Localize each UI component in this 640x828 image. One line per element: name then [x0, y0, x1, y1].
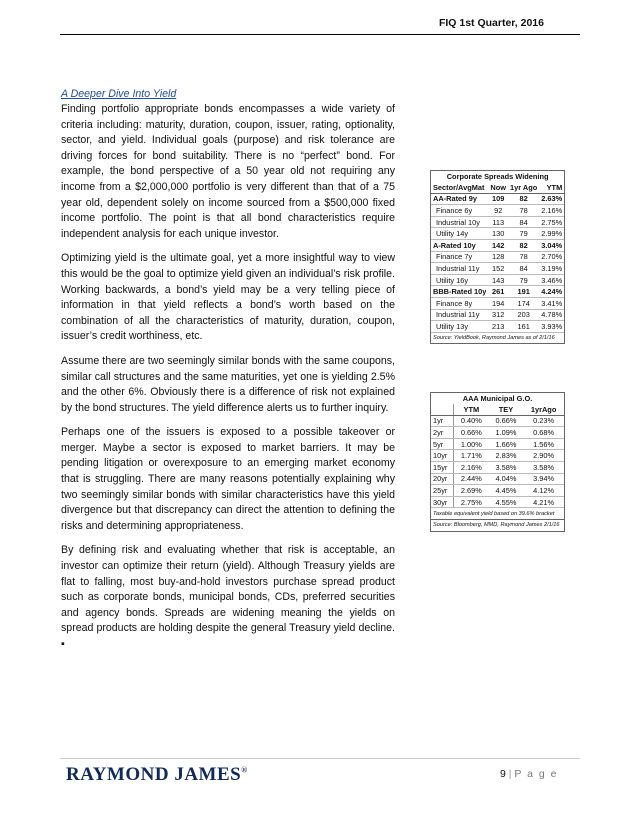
table-cell: Industrial 11y	[431, 263, 488, 275]
table-cell: 4.04%	[489, 473, 524, 485]
table-cell: 15yr	[431, 461, 454, 473]
table-row	[431, 496, 564, 508]
table-cell: 4.55%	[489, 496, 524, 508]
table-cell: 174	[508, 297, 539, 309]
table-cell: 78	[508, 205, 539, 217]
table-cell: 4.78%	[541, 310, 563, 320]
table-cell: Finance 8y	[431, 297, 488, 309]
page-word: P a g e	[514, 768, 558, 780]
table-cell: 20yr	[431, 473, 454, 485]
table-cell: 194	[488, 297, 508, 309]
table-cell: 4.12%	[523, 485, 564, 497]
table-cell: 25yr	[431, 485, 454, 497]
table-cell: 2.90%	[523, 450, 564, 462]
article-paragraph: By defining risk and evaluating whether that risk is acceptable, an investor can optimize their return (yield). Although Treasury yields are flat to falling, most buy-and-hold investors purchase spread product such as corporate bonds, municipal bonds, CDs, preferred securities and agency bonds. Spreads are widening meaning the yields on spread products are holding despite the general Treasury yield decline. ▪	[61, 544, 395, 650]
column-header: YTM	[539, 182, 564, 193]
table-cell: 2.83%	[489, 450, 524, 462]
table-row	[431, 239, 564, 251]
table-cell: 213	[488, 321, 508, 333]
column-header: Now	[490, 182, 507, 192]
table-cell: 161	[508, 321, 539, 333]
table-cell: 152	[488, 263, 508, 275]
table-row	[431, 309, 564, 321]
table-cell: 142	[488, 239, 508, 251]
table-cell: 109	[488, 193, 508, 205]
table-cell: 2.16%	[541, 205, 563, 215]
table-cell: 1.09%	[489, 427, 524, 439]
table-cell: 1.71%	[454, 450, 489, 462]
table-row	[431, 473, 564, 485]
table-cell: 2.75%	[541, 217, 563, 227]
column-header: YTM	[454, 404, 489, 415]
table-row	[431, 216, 564, 228]
table-row	[431, 228, 564, 240]
table-cell: 1.66%	[489, 438, 524, 450]
table-row	[431, 461, 564, 473]
table-row	[431, 286, 564, 298]
page-number	[500, 768, 558, 780]
municipal-table-note: Taxable equivalent yield based on 39.6% bracket	[431, 508, 564, 520]
table-cell: 191	[508, 286, 539, 298]
municipal-yields-table	[430, 392, 565, 532]
table-cell: 3.58%	[489, 461, 524, 473]
table-row	[431, 205, 564, 217]
municipal-table-title: AAA Municipal G.O.	[462, 394, 533, 403]
table-cell: 113	[488, 216, 508, 228]
article-paragraph: Assume there are two seemingly similar bonds with the same coupons, similar call structures and the same maturities, yet one is yielding 2.5% and the other 6%. Obviously there is a difference of risk not explained by the bond structures. The yield difference alerts us to further inquiry.	[61, 354, 395, 414]
table-cell: 79	[508, 274, 539, 286]
article-paragraph: Optimizing yield is the ultimate goal, yet a more insightful way to view this would be the goal to optimize yield given an individual’s risk profile. Working backwards, a bond’s yield may be a very telling piece of information in that yield reflects a bond’s worth based on the combination of all the characteristics of maturity, duration, coupon, issuer’s credit worthiness, etc.	[61, 252, 395, 343]
table-cell: 1yr	[431, 415, 454, 427]
column-header: TEY	[489, 404, 524, 415]
table-cell: 0.23%	[523, 415, 564, 427]
table-cell: Utility 16y	[431, 274, 488, 286]
table-row	[431, 251, 564, 263]
table-cell: 261	[488, 286, 508, 298]
corporate-spreads-table	[430, 170, 565, 344]
table-row	[431, 263, 564, 275]
registered-mark: ®	[241, 765, 248, 775]
header-divider	[60, 34, 580, 35]
page-number-separator: |	[508, 768, 512, 780]
table-cell: 2.69%	[454, 485, 489, 497]
article	[61, 87, 395, 662]
table-row	[431, 438, 564, 450]
table-cell: 312	[488, 309, 508, 321]
table-cell: 3.46%	[541, 275, 563, 285]
table-cell: BBB-Rated 10y	[433, 287, 487, 297]
table-row	[431, 415, 564, 427]
table-cell: 3.58%	[523, 461, 564, 473]
table-cell: 2yr	[431, 427, 454, 439]
page-number-value: 9	[499, 768, 506, 780]
table-cell: 2.16%	[454, 461, 489, 473]
table-cell: A-Rated 10y	[431, 239, 488, 251]
table-cell: 4.24%	[541, 287, 563, 297]
table-cell: 84	[508, 216, 539, 228]
table-cell: 143	[488, 274, 508, 286]
table-cell: 3.93%	[541, 321, 563, 331]
column-header: 1yrAgo	[523, 404, 564, 415]
article-heading: A Deeper Dive Into Yield	[61, 88, 177, 100]
table-cell: 4.45%	[489, 485, 524, 497]
table-cell: 0.66%	[454, 427, 489, 439]
table-cell: 78	[508, 251, 539, 263]
table-cell: 92	[488, 205, 508, 217]
table-cell: 128	[488, 251, 508, 263]
table-cell: 10yr	[431, 450, 454, 462]
table-row	[431, 297, 564, 309]
table-cell: 5yr	[431, 438, 454, 450]
table-row	[431, 274, 564, 286]
table-cell: 2.99%	[541, 229, 563, 239]
table-cell: Finance 6y	[431, 205, 488, 217]
table-cell: 2.70%	[541, 252, 563, 262]
corporate-table-title: Corporate Spreads Widening	[446, 172, 549, 181]
table-cell: 1.00%	[454, 438, 489, 450]
table-cell: 0.40%	[454, 415, 489, 427]
column-header: Sector/AvgMat	[431, 182, 488, 193]
article-paragraph: Perhaps one of the issuers is exposed to a possible takeover or merger. Maybe a sector is exposed to market barriers. It may be pending litigation or overexposure to an emerging market economy that is struggling. There are many reasons potentially explaining why two seemingly similar bonds with similar characteristics have this yield divergence but that discrepancy can direct the attention to defining the risks and determining appropriateness.	[61, 426, 395, 532]
footer-divider	[60, 758, 580, 759]
table-cell: 3.94%	[523, 473, 564, 485]
table-row	[431, 427, 564, 439]
table-cell: 82	[508, 193, 539, 205]
table-cell: 1.56%	[523, 438, 564, 450]
table-row	[431, 485, 564, 497]
table-row	[431, 321, 564, 333]
table-cell: 3.41%	[541, 298, 563, 308]
table-cell: 0.68%	[523, 427, 564, 439]
table-cell: 3.04%	[541, 240, 563, 250]
table-cell: 79	[508, 228, 539, 240]
table-cell: 2.63%	[541, 194, 563, 204]
table-row	[431, 193, 564, 205]
table-cell: Finance 7y	[431, 251, 488, 263]
document-header-title: FIQ 1st Quarter, 2016	[438, 17, 544, 29]
table-cell: Utility 13y	[431, 321, 488, 333]
table-cell: 0.66%	[489, 415, 524, 427]
logo-text: RAYMOND JAMES	[66, 764, 242, 785]
municipal-table-source: Source: Bloomberg, MMD, Raymond James 2/1/16	[431, 519, 564, 530]
table-cell: Industrial 11y	[431, 309, 488, 321]
table-cell: 2.44%	[454, 473, 489, 485]
table-cell: 130	[488, 228, 508, 240]
table-cell: AA-Rated 9y	[431, 193, 488, 205]
corporate-table-source: Source: YieldBook, Raymond James as of 2/1/16	[433, 335, 555, 342]
table-cell: 203	[508, 309, 539, 321]
table-cell: 84	[508, 263, 539, 275]
table-cell: 4.21%	[523, 496, 564, 508]
column-header: 1yr Ago	[510, 182, 538, 192]
table-cell: Industrial 10y	[431, 216, 488, 228]
table-row	[431, 450, 564, 462]
raymond-james-logo	[66, 764, 248, 786]
table-cell: 2.75%	[454, 496, 489, 508]
column-header	[431, 404, 454, 415]
article-paragraph: Finding portfolio appropriate bonds encompasses a wide variety of criteria including: maturity, duration, coupon, issuer, rating, optionality, sector, and yield. Individual goals (purpose) and risk tolerance are driving forces for bond suitability. There is no “perfect” bond. For example, the bond perspective of a 50 year old not requiring any income from a $2,000,000 portfolio is very different than that of a 75 year old, dependent solely on income sourced from a $500,000 fixed income portfolio. The point is that all bond characteristics require independent analysis for each unique investor.	[61, 103, 395, 240]
table-cell: 30yr	[431, 496, 454, 508]
table-cell: 82	[508, 239, 539, 251]
table-cell: 3.19%	[541, 263, 563, 273]
table-cell: Utility 14y	[431, 228, 488, 240]
